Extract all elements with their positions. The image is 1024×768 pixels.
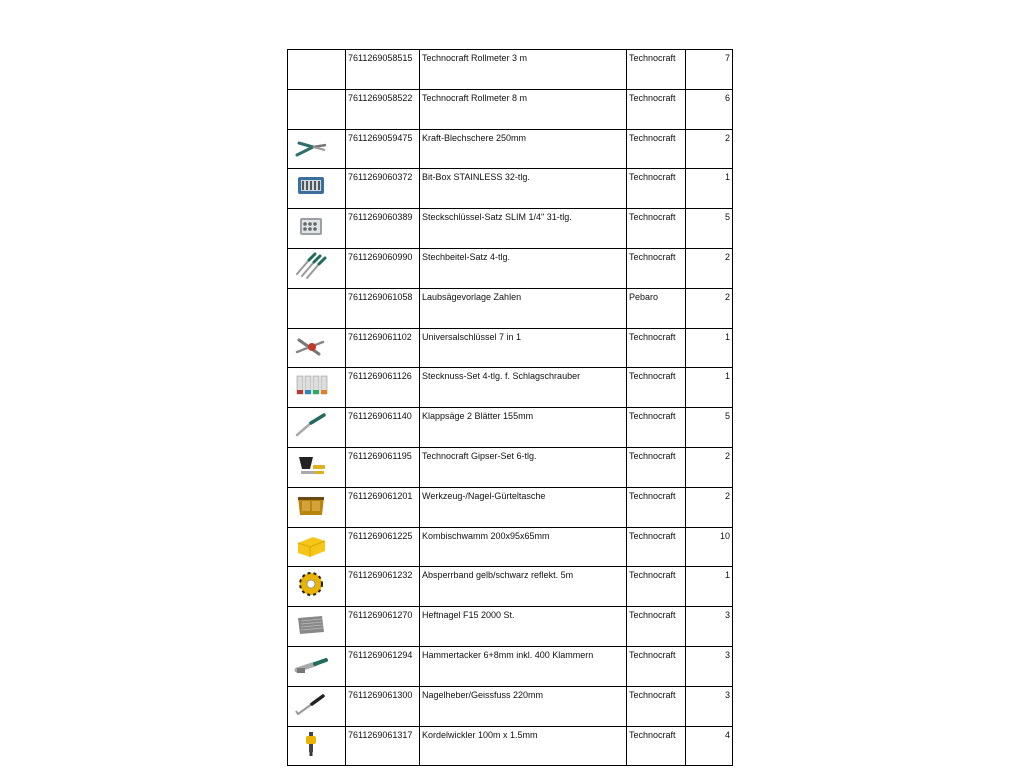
quantity-cell: 2 <box>686 288 733 328</box>
table-row <box>288 248 733 288</box>
product-image-cell <box>288 209 346 249</box>
brand-cell: Pebaro <box>627 288 686 328</box>
product-image-cell <box>288 726 346 766</box>
table-row <box>288 408 733 448</box>
description-cell: Kombischwamm 200x95x65mm <box>420 527 627 567</box>
description-cell: Kraft-Blechschere 250mm <box>420 129 627 169</box>
sponge-icon <box>293 531 329 559</box>
ean-cell: 7611269061294 <box>346 646 420 686</box>
table-row <box>288 527 733 567</box>
quantity-cell: 2 <box>686 487 733 527</box>
impact-sockets-icon <box>293 371 329 399</box>
brand-cell: Technocraft <box>627 447 686 487</box>
inventory-table-body <box>288 50 733 766</box>
description-cell: Technocraft Rollmeter 3 m <box>420 50 627 90</box>
table-row <box>288 607 733 647</box>
nail-puller-icon <box>293 690 329 718</box>
brand-cell: Technocraft <box>627 408 686 448</box>
cord-winder-icon <box>293 730 329 758</box>
ean-cell: 7611269060990 <box>346 248 420 288</box>
product-image-cell <box>288 607 346 647</box>
brand-cell: Technocraft <box>627 209 686 249</box>
ean-cell: 7611269061102 <box>346 328 420 368</box>
brand-cell: Technocraft <box>627 686 686 726</box>
description-cell: Technocraft Gipser-Set 6-tlg. <box>420 447 627 487</box>
brand-cell: Technocraft <box>627 328 686 368</box>
brand-cell: Technocraft <box>627 169 686 209</box>
quantity-cell: 5 <box>686 209 733 249</box>
ean-cell: 7611269061225 <box>346 527 420 567</box>
ean-cell: 7611269061300 <box>346 686 420 726</box>
ean-cell: 7611269058522 <box>346 89 420 129</box>
product-image-cell <box>288 408 346 448</box>
product-image-cell <box>288 447 346 487</box>
hammer-tacker-icon <box>293 650 329 678</box>
inventory-table <box>287 49 733 766</box>
product-image-cell <box>288 328 346 368</box>
description-cell: Absperrband gelb/schwarz reflekt. 5m <box>420 567 627 607</box>
description-cell: Technocraft Rollmeter 8 m <box>420 89 627 129</box>
product-image-cell <box>288 487 346 527</box>
product-image-cell <box>288 646 346 686</box>
ean-cell: 7611269061317 <box>346 726 420 766</box>
chisel-set-icon <box>293 252 329 280</box>
brand-cell: Technocraft <box>627 50 686 90</box>
ean-cell: 7611269059475 <box>346 129 420 169</box>
product-image-cell <box>288 288 346 328</box>
ean-cell: 7611269061201 <box>346 487 420 527</box>
description-cell: Klappsäge 2 Blätter 155mm <box>420 408 627 448</box>
folding-saw-icon <box>293 411 329 439</box>
quantity-cell: 1 <box>686 328 733 368</box>
brand-cell: Technocraft <box>627 129 686 169</box>
brad-nails-icon <box>293 610 329 638</box>
table-row <box>288 89 733 129</box>
brand-cell: Technocraft <box>627 726 686 766</box>
table-row <box>288 447 733 487</box>
quantity-cell: 3 <box>686 607 733 647</box>
quantity-cell: 10 <box>686 527 733 567</box>
table-row <box>288 129 733 169</box>
description-cell: Universalschlüssel 7 in 1 <box>420 328 627 368</box>
barrier-tape-icon <box>293 570 329 598</box>
table-row <box>288 646 733 686</box>
ean-cell: 7611269058515 <box>346 50 420 90</box>
description-cell: Bit-Box STAINLESS 32-tlg. <box>420 169 627 209</box>
brand-cell: Technocraft <box>627 487 686 527</box>
socket-set-icon <box>293 212 329 240</box>
product-image-cell <box>288 129 346 169</box>
plaster-set-icon <box>293 451 329 479</box>
quantity-cell: 4 <box>686 726 733 766</box>
table-row <box>288 328 733 368</box>
product-image-cell <box>288 567 346 607</box>
product-image-cell <box>288 248 346 288</box>
quantity-cell: 1 <box>686 169 733 209</box>
brand-cell: Technocraft <box>627 646 686 686</box>
quantity-cell: 1 <box>686 567 733 607</box>
product-image-cell <box>288 368 346 408</box>
ean-cell: 7611269061126 <box>346 368 420 408</box>
table-row <box>288 209 733 249</box>
description-cell: Kordelwickler 100m x 1.5mm <box>420 726 627 766</box>
description-cell: Heftnagel F15 2000 St. <box>420 607 627 647</box>
brand-cell: Technocraft <box>627 248 686 288</box>
description-cell: Laubsägevorlage Zahlen <box>420 288 627 328</box>
product-image-cell <box>288 89 346 129</box>
quantity-cell: 3 <box>686 646 733 686</box>
brand-cell: Technocraft <box>627 607 686 647</box>
product-image-cell <box>288 686 346 726</box>
table-row <box>288 288 733 328</box>
universal-key-icon <box>293 332 329 360</box>
description-cell: Hammertacker 6+8mm inkl. 400 Klammern <box>420 646 627 686</box>
description-cell: Nagelheber/Geissfuss 220mm <box>420 686 627 726</box>
brand-cell: Technocraft <box>627 527 686 567</box>
ean-cell: 7611269061270 <box>346 607 420 647</box>
ean-cell: 7611269061140 <box>346 408 420 448</box>
bit-box-icon <box>293 172 329 200</box>
ean-cell: 7611269060372 <box>346 169 420 209</box>
table-row <box>288 726 733 766</box>
ean-cell: 7611269061058 <box>346 288 420 328</box>
product-image-cell <box>288 169 346 209</box>
ean-cell: 7611269060389 <box>346 209 420 249</box>
description-cell: Steckschlüssel-Satz SLIM 1/4" 31-tlg. <box>420 209 627 249</box>
ean-cell: 7611269061232 <box>346 567 420 607</box>
table-row <box>288 487 733 527</box>
quantity-cell: 7 <box>686 50 733 90</box>
table-row <box>288 686 733 726</box>
table-row <box>288 567 733 607</box>
brand-cell: Technocraft <box>627 567 686 607</box>
tool-belt-icon <box>293 491 329 519</box>
product-image-cell <box>288 50 346 90</box>
quantity-cell: 3 <box>686 686 733 726</box>
table-row <box>288 50 733 90</box>
description-cell: Stechbeitel-Satz 4-tlg. <box>420 248 627 288</box>
description-cell: Werkzeug-/Nagel-Gürteltasche <box>420 487 627 527</box>
description-cell: Stecknuss-Set 4-tlg. f. Schlagschrauber <box>420 368 627 408</box>
table-row <box>288 368 733 408</box>
quantity-cell: 6 <box>686 89 733 129</box>
brand-cell: Technocraft <box>627 368 686 408</box>
product-image-cell <box>288 527 346 567</box>
quantity-cell: 2 <box>686 129 733 169</box>
quantity-cell: 2 <box>686 447 733 487</box>
shears-icon <box>293 133 329 161</box>
quantity-cell: 2 <box>686 248 733 288</box>
brand-cell: Technocraft <box>627 89 686 129</box>
ean-cell: 7611269061195 <box>346 447 420 487</box>
quantity-cell: 1 <box>686 368 733 408</box>
quantity-cell: 5 <box>686 408 733 448</box>
table-row <box>288 169 733 209</box>
